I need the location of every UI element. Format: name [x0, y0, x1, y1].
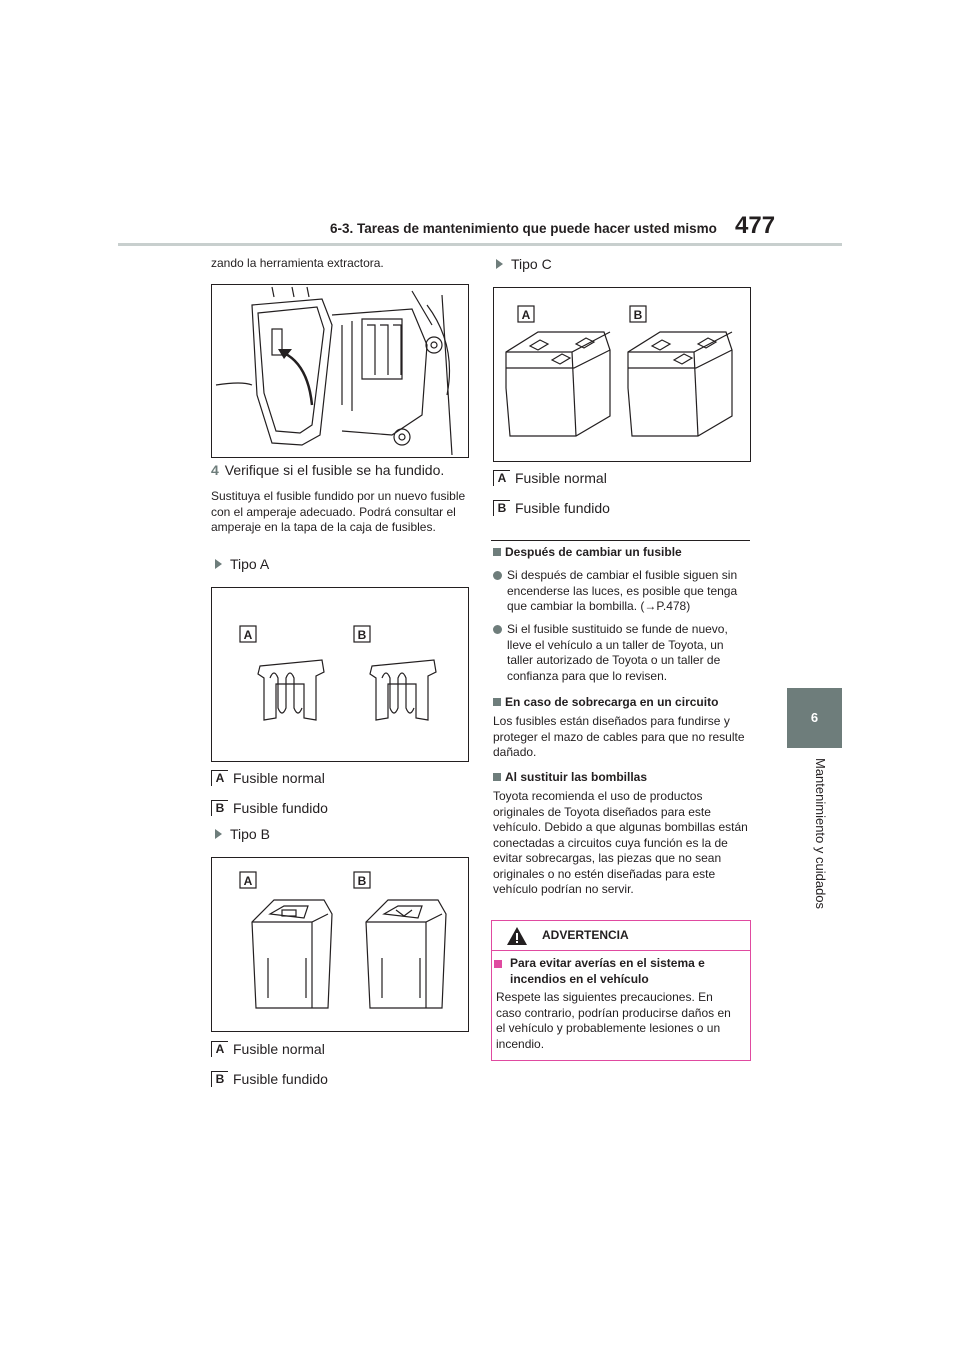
caption-b-label: B: [211, 1071, 228, 1087]
caption-b-text: Fusible fundido: [515, 500, 610, 516]
header-rule: [118, 243, 842, 246]
caption-b-text: Fusible fundido: [233, 800, 328, 816]
caption-a-text: Fusible normal: [515, 470, 607, 486]
caption-c-b: [493, 500, 610, 517]
caption-b-2: [211, 1071, 328, 1088]
heading-after-change: [493, 545, 682, 561]
caption-b-label: B: [211, 800, 228, 816]
warning-box: [491, 920, 751, 1061]
fig-a-label: A: [243, 628, 253, 642]
warning-heading-text: Para evitar averías en el sistema e incendios en el vehículo: [510, 956, 705, 986]
type-b-heading: [215, 826, 270, 842]
square-bullet-icon: [493, 548, 501, 556]
arrow-icon: [215, 559, 222, 569]
circle-bullet-icon: [493, 625, 502, 634]
caption-b-label: B: [493, 500, 510, 516]
arrow-icon: [215, 829, 222, 839]
caption-c-a: [493, 470, 607, 487]
warning-icon: [506, 926, 528, 946]
page-number: 477: [735, 212, 776, 239]
chapter-title: Mantenimiento y cuidados: [813, 758, 828, 910]
heading-text: Después de cambiar un fusible: [505, 545, 682, 559]
warning-title: ADVERTENCIA: [542, 928, 629, 942]
warning-heading: [492, 956, 740, 987]
type-a-label: Tipo A: [230, 556, 270, 572]
caption-b: [211, 800, 328, 817]
bullet-text: Si después de cambiar el fusible siguen sin encenderse las luces, es posible que tenga que cambiar la bombilla. (→P.478): [507, 568, 738, 613]
heading-overload: [493, 695, 718, 711]
step-4-detail: Sustituya el fusible fundido por un nuevo fusible con el amperaje adecuado. Podrá consultar el amperaje en la tapa de la caja de fusibles.: [211, 489, 466, 534]
caption-b-text: Fusible fundido: [233, 1071, 328, 1087]
intro-text: zando la herramienta extractora.: [211, 256, 384, 270]
bullet-text: Si el fusible sustituido se funde de nuevo, lleve el vehículo a un taller de Toyota, un taller autorizado de Toyota o un taller de confianza para que lo revisen.: [507, 622, 728, 683]
bullet-2: [493, 622, 752, 684]
bullet-1: [493, 568, 752, 615]
caption-a-label: A: [211, 1041, 228, 1057]
caption-a-text: Fusible normal: [233, 1041, 325, 1057]
type-c-heading: [496, 256, 552, 272]
type-a-heading: [215, 556, 269, 572]
caption-a: [211, 770, 325, 787]
arrow-icon: [496, 259, 503, 269]
caption-a-label: A: [493, 470, 510, 486]
square-bullet-icon: [493, 773, 501, 781]
square-bullet-icon: [493, 698, 501, 706]
circle-bullet-icon: [493, 571, 502, 580]
overload-text: Los fusibles están diseñados para fundirse y proteger el mazo de cables para que no resulte dañado.: [493, 714, 745, 759]
fig-b-label: B: [633, 308, 643, 322]
section-divider: [491, 540, 750, 541]
section-title: 6-3. Tareas de mantenimiento que puede hacer usted mismo: [330, 221, 717, 236]
caption-a-2: [211, 1041, 325, 1058]
chapter-tab: 6: [787, 688, 842, 748]
type-b-label: Tipo B: [230, 826, 270, 842]
caption-a-label: A: [211, 770, 228, 786]
heading-bulbs: [493, 770, 647, 786]
heading-text: En caso de sobrecarga en un circuito: [505, 695, 719, 709]
fuse-type-a-figure: [211, 587, 469, 762]
fuse-type-c-figure: [493, 287, 751, 462]
caption-a-text: Fusible normal: [233, 770, 325, 786]
type-c-label: Tipo C: [511, 256, 552, 272]
step-text: Verifique si el fusible se ha fundido.: [224, 462, 445, 478]
fig-b-label: B: [357, 628, 367, 642]
warning-header: [492, 921, 750, 951]
square-bullet-icon: [494, 960, 502, 968]
fig-a-label: A: [521, 308, 531, 322]
warning-text: Respete las siguientes precauciones. En caso contrario, podrían producirse daños en el vehículo y probablemente lesiones o un incendio.: [496, 990, 731, 1051]
step-4: [211, 462, 444, 478]
fig-b-label: B: [357, 874, 367, 888]
fuse-type-b-figure: [211, 857, 469, 1032]
fig-a-label: A: [243, 874, 253, 888]
fuse-box-figure: [211, 284, 469, 458]
bulbs-text: Toyota recomienda el uso de productos originales de Toyota diseñados para este vehículo. Debido a que algunas bombillas están conectadas a circuitos cuya función es la de evitar sobrecargas, las piezas que no sean originales o no estén diseñadas para este vehículo podrían no servir.: [493, 789, 748, 896]
heading-text: Al sustituir las bombillas: [505, 770, 648, 784]
step-number: 4: [211, 462, 219, 478]
